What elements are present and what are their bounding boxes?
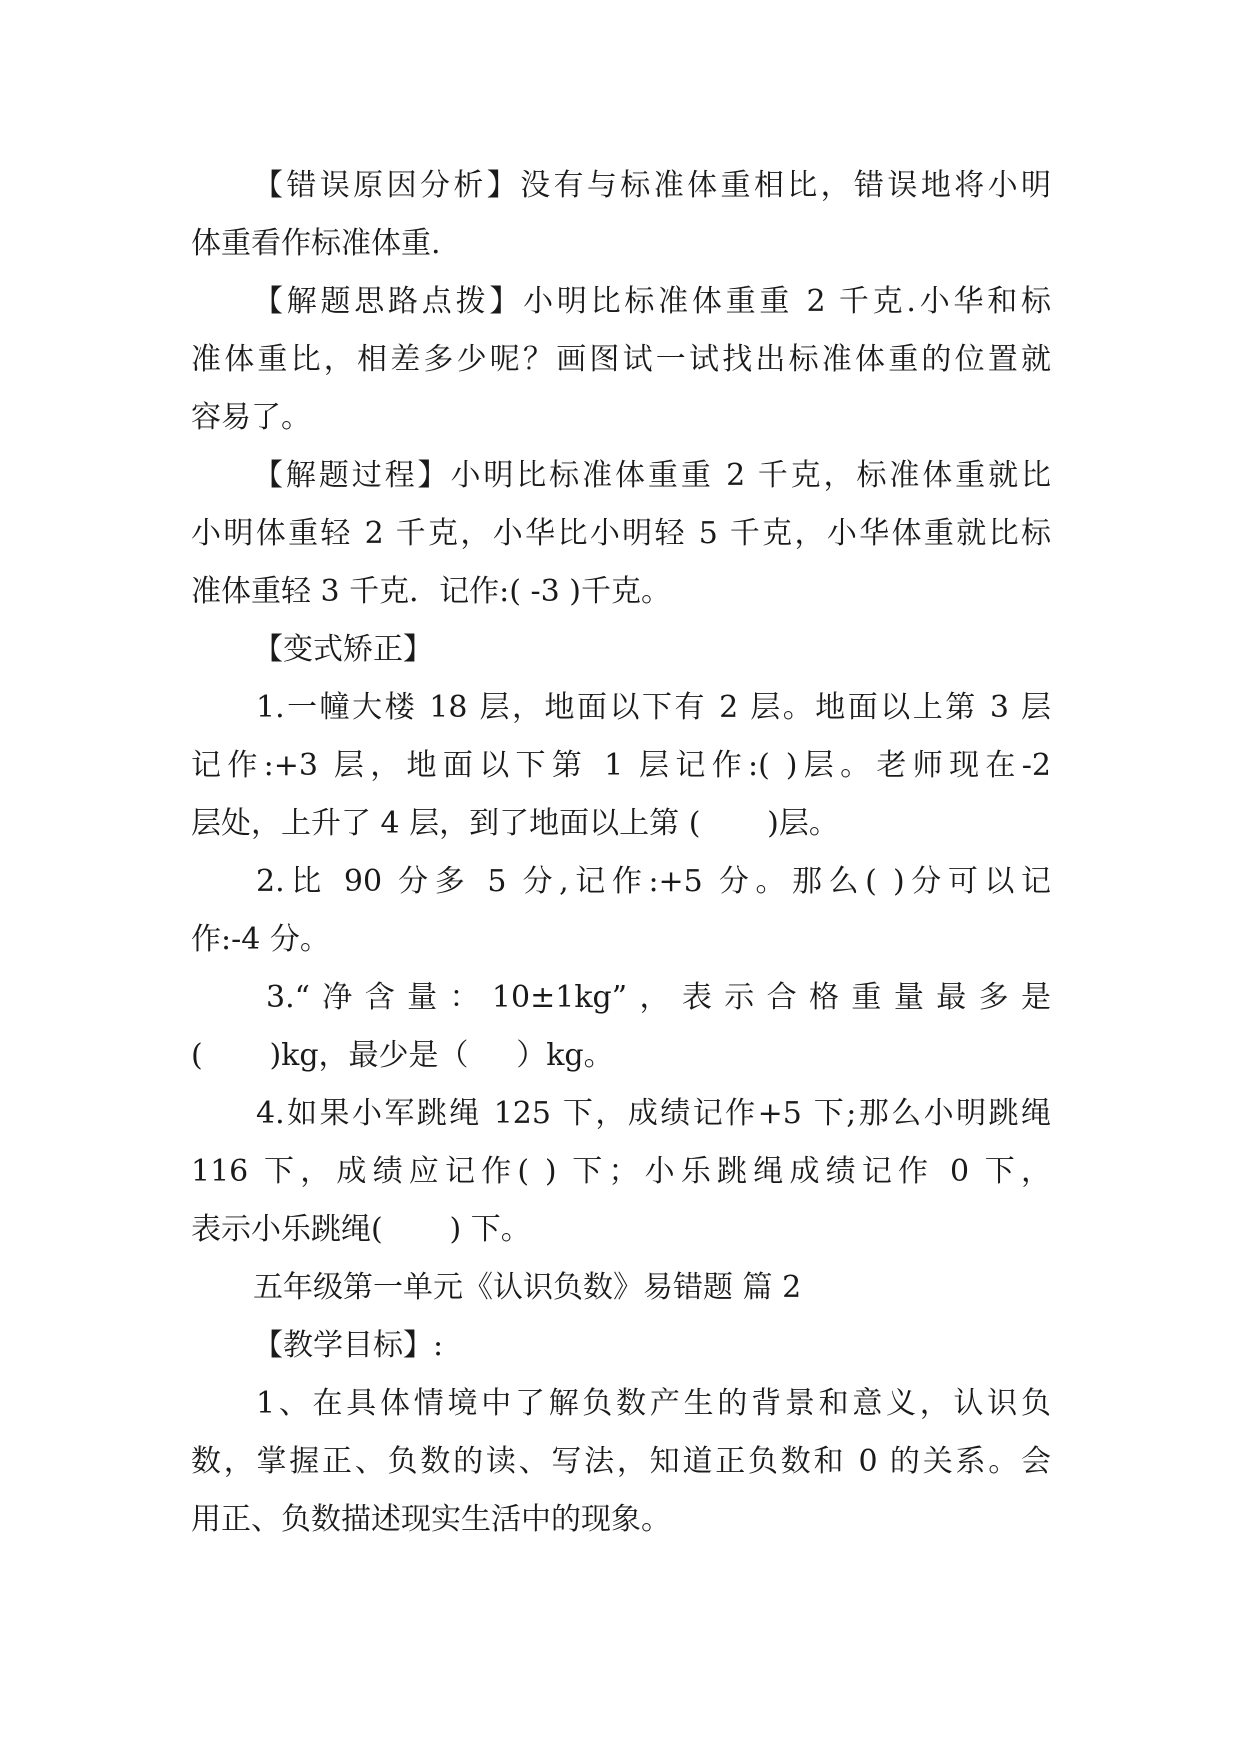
section-title: 五年级第一单元《认识负数》易错题 篇 2 (253, 1270, 802, 1305)
paragraph-line: 【解题思路点拨】小明比标准体重重 2 千克.小华和标 (253, 284, 1051, 319)
question-line: 2.比 90 分多 5 分,记作:+5 分。那么( )分可以记 (256, 864, 1051, 899)
paragraph-line: 体重看作标准体重. (191, 226, 441, 261)
paragraph-line: 用正、负数描述现实生活中的现象。 (191, 1502, 671, 1537)
paragraph-line: 小明体重轻 2 千克，小华比小明轻 5 千克，小华体重就比标 (191, 516, 1051, 551)
paragraph-line: 数，掌握正、负数的读、写法，知道正负数和 0 的关系。会 (191, 1444, 1051, 1479)
paragraph-line: 【错误原因分析】没有与标准体重相比，错误地将小明 (253, 168, 1051, 203)
question-line: ( )kg，最少是（ ）kg。 (191, 1038, 614, 1073)
question-line: 表示小乐跳绳( ) 下。 (191, 1212, 531, 1247)
paragraph-line: 容易了。 (191, 400, 311, 435)
section-heading: 【变式矫正】 (253, 632, 433, 667)
paragraph-line: 准体重轻 3 千克．记作:( -3 )千克。 (191, 574, 671, 609)
question-line: 1.一幢大楼 18 层，地面以下有 2 层。地面以上第 3 层 (256, 690, 1051, 725)
question-line: 116 下，成绩应记作( ) 下；小乐跳绳成绩记作 0 下， (191, 1154, 1051, 1189)
paragraph-line: 1、在具体情境中了解负数产生的背景和意义，认识负 (256, 1386, 1051, 1421)
question-line: 3.“净含量：10±1kg”，表示合格重量最多是 (266, 980, 1051, 1015)
section-heading: 【教学目标】: (253, 1328, 444, 1363)
paragraph-line: 【解题过程】小明比标准体重重 2 千克，标准体重就比 (253, 458, 1051, 493)
document-page (191, 157, 1051, 1549)
question-line: 层处，上升了 4 层，到了地面以上第 ( )层。 (191, 806, 839, 841)
question-line: 4.如果小军跳绳 125 下，成绩记作+5 下;那么小明跳绳 (256, 1096, 1051, 1131)
question-line: 记作:+3 层，地面以下第 1 层记作:( )层。老师现在-2 (191, 748, 1051, 783)
question-line: 作:-4 分。 (191, 922, 330, 957)
paragraph-line: 准体重比，相差多少呢？画图试一试找出标准体重的位置就 (191, 342, 1051, 377)
